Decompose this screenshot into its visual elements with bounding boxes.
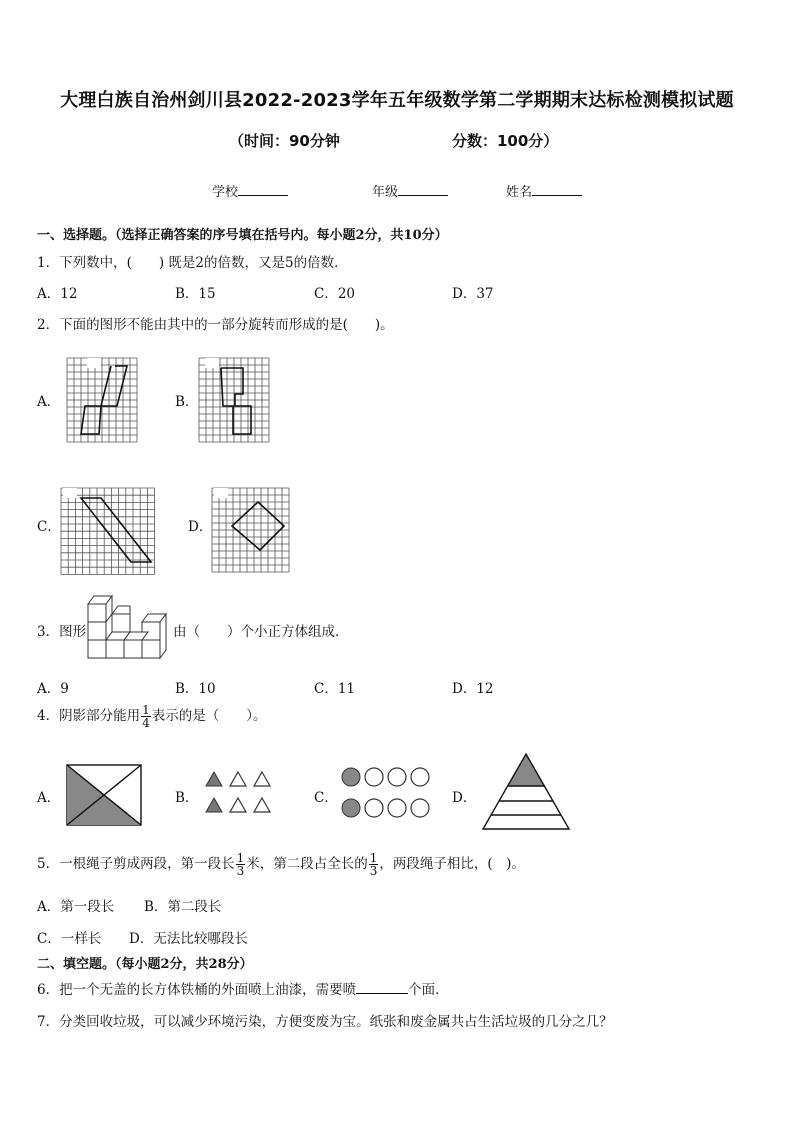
question-4 <box>37 704 266 729</box>
q4-prefix: 4．阴影部分能用 <box>37 708 141 724</box>
q2-figure-b <box>199 358 269 442</box>
q1-option-c[interactable]: C．20 <box>314 286 356 302</box>
name-field <box>506 181 582 200</box>
name-blank[interactable] <box>532 183 582 196</box>
q4-figure-c-circles <box>341 766 437 822</box>
q4-label-b[interactable]: B． <box>175 790 199 806</box>
question-5 <box>37 852 525 877</box>
q2-figure-a <box>67 358 137 442</box>
q3-option-b[interactable]: B．10 <box>175 681 216 697</box>
q5-part1: 5．一根绳子剪成两段，第一段长 <box>37 856 235 872</box>
q6-before: 6．把一个无盖的长方体铁桶的外面喷上油漆，需要喷 <box>37 982 357 998</box>
q4-figure-d-triangle <box>482 752 572 832</box>
section-1-heading: 一、选择题。（选择正确答案的序号填在括号内。每小题2分，共10分） <box>37 228 448 243</box>
q2-figure-c <box>61 488 161 574</box>
q3-cubes-figure <box>86 592 178 662</box>
q6-answer-blank[interactable] <box>356 981 408 994</box>
q5-fraction-1 <box>236 852 246 877</box>
q3-option-d[interactable]: D．12 <box>452 681 494 697</box>
q5-part3: ，两段绳子相比，( )。 <box>379 856 525 872</box>
q2-label-b[interactable]: B． <box>175 394 199 410</box>
q6-after: 个面． <box>408 982 449 998</box>
grade-blank[interactable] <box>398 183 448 196</box>
q5-frac1-num: 1 <box>236 851 245 865</box>
q2-label-d[interactable]: D． <box>188 519 213 535</box>
name-label: 姓名 <box>506 185 533 200</box>
q5-frac2-den: 3 <box>369 864 378 878</box>
question-3-suffix: 由（ ）个小正方体组成． <box>173 624 349 640</box>
q5-option-c[interactable]: C．一样长 <box>37 931 102 947</box>
school-field <box>212 181 288 200</box>
question-6 <box>37 978 449 998</box>
q5-option-b[interactable]: B．第二段长 <box>144 899 222 915</box>
q1-option-a[interactable]: A．12 <box>37 286 78 302</box>
q4-label-d[interactable]: D． <box>452 790 477 806</box>
q2-label-c[interactable]: C． <box>37 519 61 535</box>
q4-label-c[interactable]: C． <box>314 790 338 806</box>
q3-option-a[interactable]: A．9 <box>37 681 69 697</box>
q2-figure-d <box>212 488 290 574</box>
q4-fraction <box>141 704 151 729</box>
page-title: 大理白族自治州剑川县2022-2023学年五年级数学第二学期期末达标检测模拟试题 <box>60 90 734 111</box>
q2-label-a[interactable]: A． <box>37 394 61 410</box>
section-2-heading: 二、填空题。（每小题2分，共28分） <box>37 957 253 972</box>
q5-fraction-2 <box>369 852 379 877</box>
grade-field <box>372 181 448 200</box>
q5-option-d[interactable]: D．无法比较哪段长 <box>129 931 248 947</box>
q5-part2: 米，第二段占全长的 <box>246 856 368 872</box>
q4-label-a[interactable]: A． <box>37 790 61 806</box>
school-blank[interactable] <box>238 183 288 196</box>
exam-score: 分数：100分） <box>452 132 559 150</box>
question-2: 2．下面的图形不能由其中的一部分旋转而形成的是( )。 <box>37 317 394 333</box>
q5-frac1-den: 3 <box>236 864 245 878</box>
q1-option-d[interactable]: D．37 <box>452 286 494 302</box>
q3-option-c[interactable]: C．11 <box>314 681 356 697</box>
grade-label: 年级 <box>372 185 399 200</box>
q1-option-b[interactable]: B．15 <box>175 286 216 302</box>
school-label: 学校 <box>212 185 239 200</box>
q5-frac2-num: 1 <box>369 851 378 865</box>
q4-figure-a-square <box>66 764 142 826</box>
question-3-prefix: 3．图形 <box>37 624 87 640</box>
q4-figure-b-triangles <box>205 770 273 816</box>
q4-frac-den: 4 <box>142 716 150 730</box>
exam-time: （时间：90分钟 <box>229 132 340 150</box>
q4-suffix: 表示的是（ ）。 <box>151 708 267 724</box>
question-7: 7．分类回收垃圾，可以减少环境污染，方便变废为宝。纸张和废金属共占生活垃圾的几分之几？ <box>37 1014 613 1030</box>
q5-option-a[interactable]: A．第一段长 <box>37 899 115 915</box>
q4-frac-num: 1 <box>142 703 150 717</box>
question-1: 1．下列数中，( ) 既是2的倍数，又是5的倍数． <box>37 255 348 271</box>
